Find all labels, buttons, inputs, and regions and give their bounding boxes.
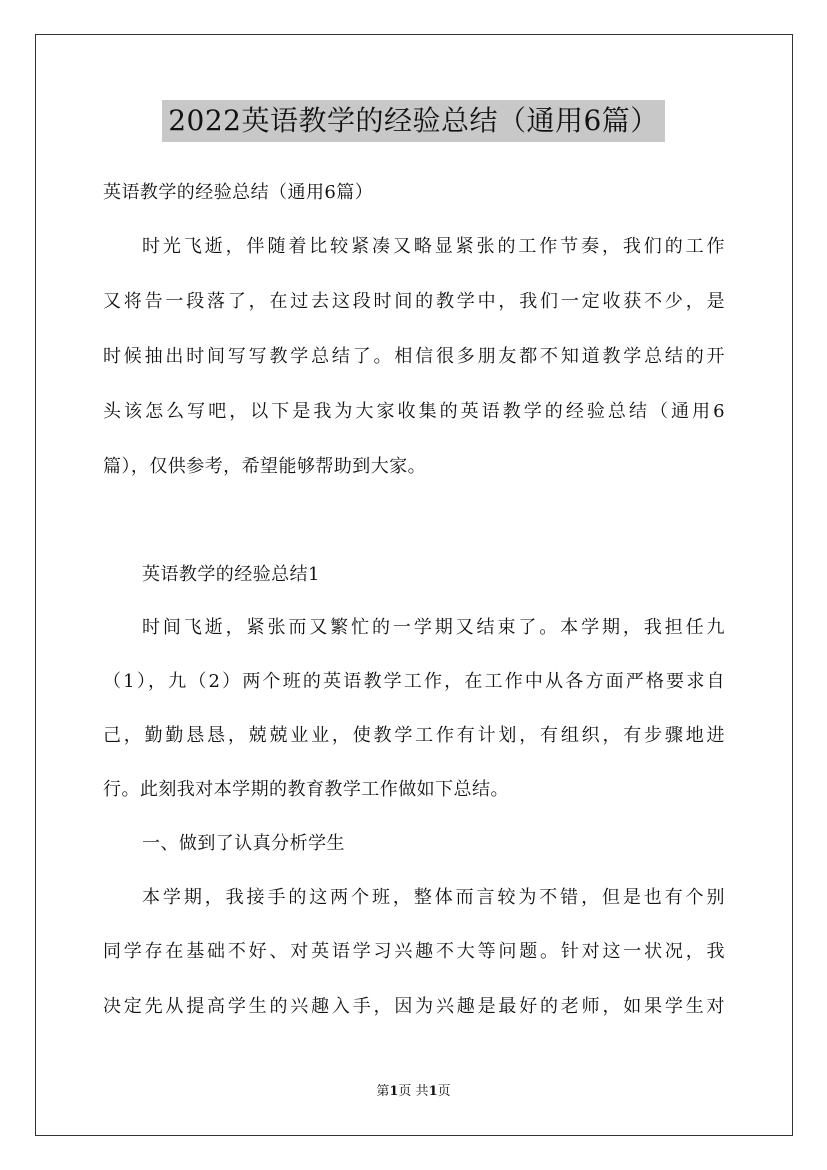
footer-suffix: 页	[437, 1084, 451, 1099]
document-subtitle: 英语教学的经验总结（通用6篇）	[103, 182, 374, 203]
intro-line: 篇），仅供参考，希望能够帮助到大家。	[103, 456, 427, 477]
section-line: 己，勤勤恳恳，兢兢业业，使教学工作有计划，有组织，有步骤地进	[103, 725, 725, 746]
footer-page-total: 1	[428, 1084, 438, 1099]
section-line: 行。此刻我对本学期的教育教学工作做如下总结。	[103, 779, 509, 800]
footer-prefix: 第	[376, 1084, 390, 1099]
intro-line: 时光飞逝，伴随着比较紧凑又略显紧张的工作节奏，我们的工作	[142, 236, 725, 257]
section-line: 时间飞逝，紧张而又繁忙的一学期又结束了。本学期，我担任九	[142, 617, 725, 638]
intro-line: 时候抽出时间写写教学总结了。相信很多朋友都不知道教学总结的开	[103, 346, 725, 367]
document-title: 2022英语教学的经验总结（通用6篇）	[162, 100, 665, 142]
title-container	[0, 100, 827, 142]
point-heading: 一、做到了认真分析学生	[142, 833, 345, 854]
point-line: 本学期，我接手的这两个班，整体而言较为不错，但是也有个别	[142, 887, 725, 908]
section-line: （1），九（2）两个班的英语教学工作，在工作中从各方面严格要求自	[103, 671, 725, 692]
section-heading: 英语教学的经验总结1	[142, 564, 320, 585]
footer-page-current: 1	[389, 1084, 399, 1099]
point-line: 同学存在基础不好、对英语学习兴趣不大等问题。针对这一状况，我	[103, 941, 725, 962]
point-line: 决定先从提高学生的兴趣入手，因为兴趣是最好的老师，如果学生对	[103, 996, 725, 1017]
page-footer	[0, 1082, 827, 1102]
intro-line: 又将告一段落了，在过去这段时间的教学中，我们一定收获不少，是	[103, 291, 725, 312]
footer-mid: 页 共	[398, 1084, 429, 1099]
intro-line: 头该怎么写吧，以下是我为大家收集的英语教学的经验总结（通用6	[103, 401, 725, 422]
